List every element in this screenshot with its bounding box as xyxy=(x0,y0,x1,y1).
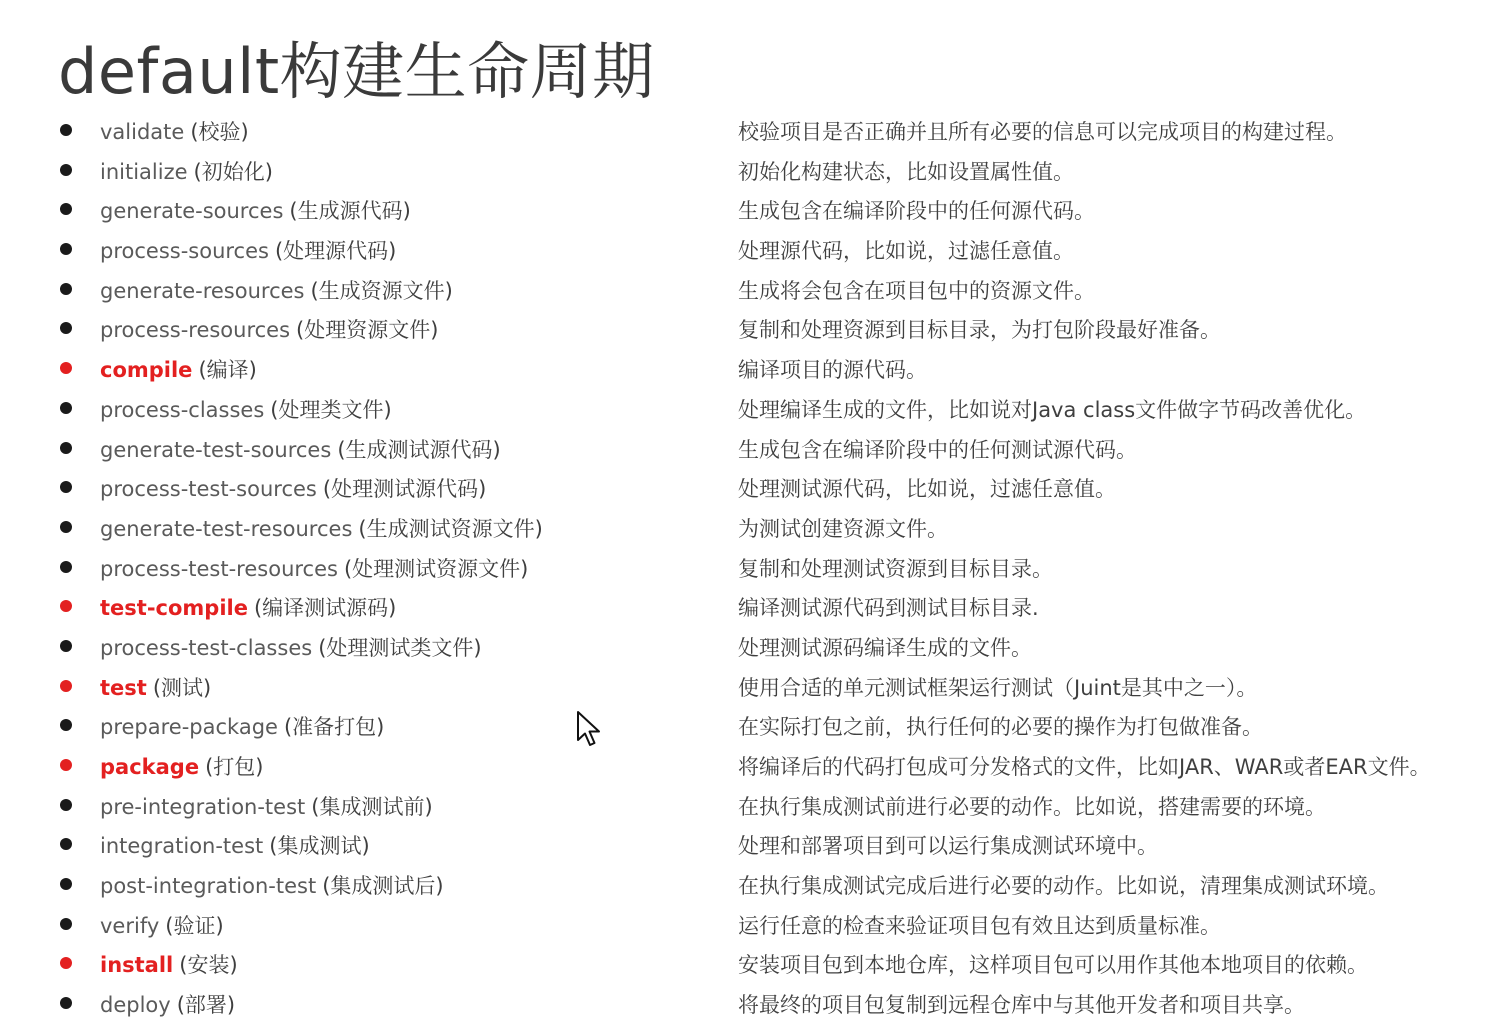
phase-description: 为测试创建资源文件。 xyxy=(738,516,948,541)
phase-name xyxy=(100,116,249,146)
phase-chinese-name: (生成测试资源文件) xyxy=(358,516,543,541)
bullet-icon xyxy=(60,362,72,374)
phase-name-text: process-sources xyxy=(100,239,269,264)
phase-name-text: generate-test-resources xyxy=(100,516,353,541)
phase-name-text: process-test-sources xyxy=(100,477,317,502)
phase-name-text: generate-resources xyxy=(100,278,305,303)
phase-description: 生成包含在编译阶段中的任何测试源代码。 xyxy=(738,437,1137,462)
phase-description: 处理测试源码编译生成的文件。 xyxy=(738,635,1032,660)
phase-name-text: initialize xyxy=(100,159,188,184)
bullet-icon xyxy=(60,680,72,692)
phase-description: 编译测试源代码到测试目标目录. xyxy=(738,596,1039,621)
mouse-pointer-icon xyxy=(576,710,602,748)
phase-name-text: prepare-package xyxy=(100,715,278,740)
bullet-icon xyxy=(60,799,72,811)
bullet-icon xyxy=(60,243,72,255)
phase-description: 处理和部署项目到可以运行集成测试环境中。 xyxy=(738,834,1158,859)
phase-row xyxy=(0,229,1485,269)
phase-row xyxy=(0,348,1485,388)
phase-row xyxy=(0,308,1485,348)
bullet-icon xyxy=(60,203,72,215)
phase-chinese-name: (测试) xyxy=(152,675,212,700)
phase-name xyxy=(100,195,411,225)
phase-description: 处理源代码，比如说，过滤任意值。 xyxy=(738,239,1074,264)
phase-chinese-name: (集成测试后) xyxy=(322,874,444,899)
phase-name-text: deploy xyxy=(100,993,171,1018)
phase-name xyxy=(100,791,433,821)
phase-name xyxy=(100,394,392,424)
phase-description: 生成包含在编译阶段中的任何源代码。 xyxy=(738,199,1095,224)
slide-title: default构建生命周期 xyxy=(58,35,655,108)
bullet-icon xyxy=(60,124,72,136)
phase-name-text: process-resources xyxy=(100,318,291,343)
phase-description: 复制和处理资源到目标目录，为打包阶段最好准备。 xyxy=(738,318,1221,343)
phase-name xyxy=(100,354,257,384)
phase-chinese-name: (校验) xyxy=(190,120,249,144)
phase-row xyxy=(0,110,1485,150)
bullet-icon xyxy=(60,402,72,414)
phase-description: 使用合适的单元测试框架运行测试（Juint是其中之一）。 xyxy=(738,675,1258,700)
phase-name-text: test-compile xyxy=(100,596,248,621)
bullet-icon xyxy=(60,521,72,533)
phase-chinese-name: (处理源代码) xyxy=(274,239,397,264)
phase-name-text: integration-test xyxy=(100,834,264,859)
phase-row xyxy=(0,983,1485,1023)
phase-chinese-name: (安装) xyxy=(179,953,238,978)
phase-chinese-name: (处理测试源代码) xyxy=(322,477,487,502)
bullet-icon xyxy=(60,164,72,176)
bullet-icon xyxy=(60,759,72,771)
bullet-icon xyxy=(60,918,72,930)
phase-chinese-name: (集成测试) xyxy=(269,834,370,859)
phase-row xyxy=(0,269,1485,309)
phase-name xyxy=(100,156,273,186)
phase-row xyxy=(0,626,1485,666)
phase-description: 在实际打包之前，执行任何的必要的操作为打包做准备。 xyxy=(738,715,1263,740)
phase-chinese-name: (集成测试前) xyxy=(311,794,433,819)
phase-row xyxy=(0,666,1485,706)
phase-description: 编译项目的源代码。 xyxy=(738,358,927,383)
phase-chinese-name: (准备打包) xyxy=(283,715,385,740)
bullet-icon xyxy=(60,957,72,969)
phase-name xyxy=(100,275,453,305)
phase-name-text: test xyxy=(100,675,147,700)
phase-name xyxy=(100,711,384,741)
phase-chinese-name: (验证) xyxy=(165,913,224,938)
phase-name-text: process-classes xyxy=(100,397,265,422)
phase-chinese-name: (生成测试源代码) xyxy=(337,437,501,462)
phase-chinese-name: (初始化) xyxy=(193,159,273,184)
phase-row xyxy=(0,904,1485,944)
phase-name-text: verify xyxy=(100,913,160,938)
phase-name xyxy=(100,870,444,900)
bullet-icon xyxy=(60,719,72,731)
phase-name xyxy=(100,473,486,503)
phase-row xyxy=(0,864,1485,904)
phase-name-text: install xyxy=(100,953,174,978)
phase-name xyxy=(100,235,396,265)
bullet-icon xyxy=(60,838,72,850)
phase-row xyxy=(0,745,1485,785)
phase-name-text: pre-integration-test xyxy=(100,794,306,819)
phase-description: 在执行集成测试前进行必要的动作。比如说，搭建需要的环境。 xyxy=(738,794,1326,819)
bullet-icon xyxy=(60,322,72,334)
phase-chinese-name: (处理测试资源文件) xyxy=(343,556,529,581)
phase-name xyxy=(100,434,501,464)
phase-chinese-name: (生成源代码) xyxy=(289,199,411,224)
phase-row xyxy=(0,467,1485,507)
phase-description: 将最终的项目包复制到远程仓库中与其他开发者和项目共享。 xyxy=(738,993,1305,1018)
lifecycle-phase-list xyxy=(0,110,1485,1023)
phase-name-text: generate-sources xyxy=(100,199,284,224)
phase-description: 安装项目包到本地仓库，这样项目包可以用作其他本地项目的依赖。 xyxy=(738,953,1368,978)
phase-description: 处理测试源代码，比如说，过滤任意值。 xyxy=(738,477,1116,502)
phase-name xyxy=(100,830,370,860)
bullet-icon xyxy=(60,442,72,454)
phase-row xyxy=(0,705,1485,745)
phase-row xyxy=(0,785,1485,825)
phase-name-text: compile xyxy=(100,358,193,383)
bullet-icon xyxy=(60,997,72,1009)
phase-row xyxy=(0,824,1485,864)
phase-description: 初始化构建状态，比如设置属性值。 xyxy=(738,159,1074,184)
phase-name-text: package xyxy=(100,755,200,779)
phase-row xyxy=(0,189,1485,229)
phase-row xyxy=(0,150,1485,190)
phase-name-text: validate xyxy=(100,120,185,144)
bullet-icon xyxy=(60,283,72,295)
phase-row xyxy=(0,428,1485,468)
phase-description: 复制和处理测试资源到目标目录。 xyxy=(738,556,1053,581)
phase-row xyxy=(0,507,1485,547)
phase-chinese-name: (处理资源文件) xyxy=(296,318,439,343)
phase-row xyxy=(0,943,1485,983)
phase-name xyxy=(100,592,396,622)
phase-description: 生成将会包含在项目包中的资源文件。 xyxy=(738,278,1095,303)
phase-name-text: post-integration-test xyxy=(100,874,317,899)
phase-name-text: process-test-classes xyxy=(100,635,313,660)
phase-name xyxy=(100,949,238,979)
phase-name xyxy=(100,910,224,940)
phase-name xyxy=(100,751,263,781)
phase-description: 校验项目是否正确并且所有必要的信息可以完成项目的构建过程。 xyxy=(738,120,1347,144)
phase-row xyxy=(0,388,1485,428)
phase-name xyxy=(100,672,211,702)
phase-description: 将编译后的代码打包成可分发格式的文件，比如JAR、WAR或者EAR文件。 xyxy=(738,755,1431,779)
bullet-icon xyxy=(60,561,72,573)
phase-chinese-name: (编译测试源码) xyxy=(253,596,397,621)
bullet-icon xyxy=(60,878,72,890)
phase-row xyxy=(0,547,1485,587)
bullet-icon xyxy=(60,481,72,493)
phase-chinese-name: (编译) xyxy=(198,358,257,383)
bullet-icon xyxy=(60,600,72,612)
phase-chinese-name: (打包) xyxy=(205,755,264,779)
bullet-icon xyxy=(60,640,72,652)
phase-name-text: generate-test-sources xyxy=(100,437,332,462)
phase-chinese-name: (处理类文件) xyxy=(270,397,392,422)
phase-description: 运行任意的检查来验证项目包有效且达到质量标准。 xyxy=(738,913,1221,938)
phase-chinese-name: (生成资源文件) xyxy=(310,278,453,303)
phase-name xyxy=(100,632,482,662)
phase-name xyxy=(100,314,438,344)
phase-name xyxy=(100,553,528,583)
phase-description: 在执行集成测试完成后进行必要的动作。比如说，清理集成测试环境。 xyxy=(738,874,1389,899)
phase-name-text: process-test-resources xyxy=(100,556,338,581)
phase-description: 处理编译生成的文件，比如说对Java class文件做字节码改善优化。 xyxy=(738,397,1367,422)
phase-row xyxy=(0,586,1485,626)
phase-chinese-name: (部署) xyxy=(176,993,236,1018)
phase-name xyxy=(100,513,543,543)
phase-name xyxy=(100,989,235,1019)
phase-chinese-name: (处理测试类文件) xyxy=(318,635,482,660)
